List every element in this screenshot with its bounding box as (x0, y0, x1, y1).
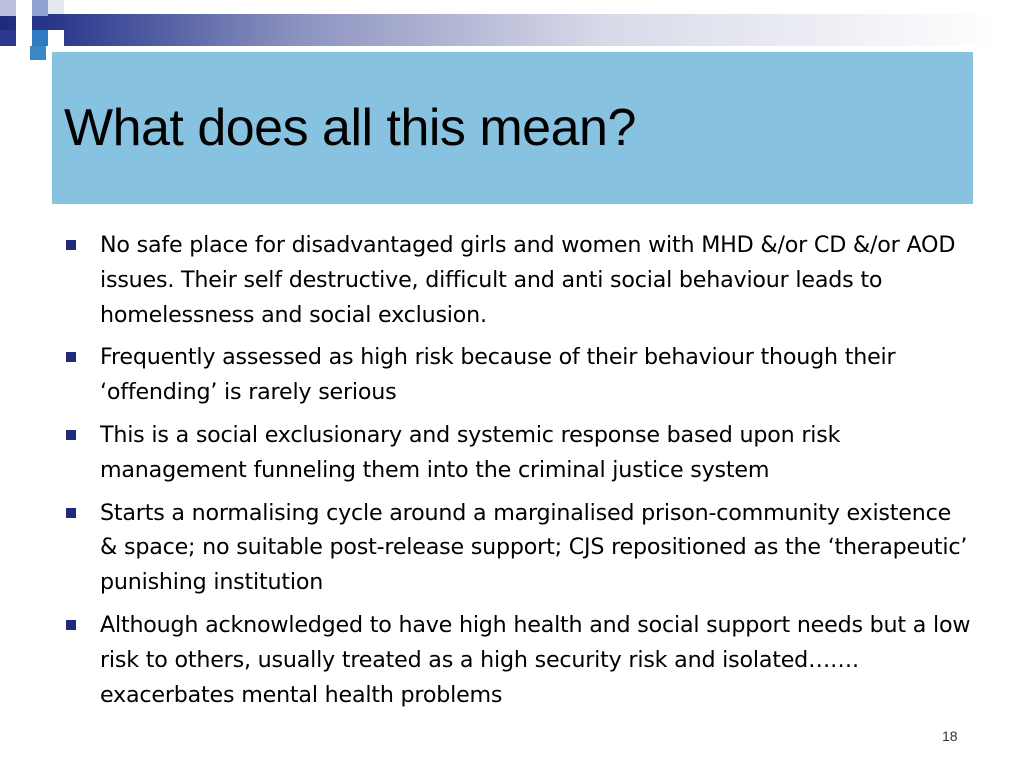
decorative-square (0, 30, 16, 46)
decorative-square (16, 30, 32, 46)
decorative-square (48, 30, 64, 46)
bullet-text: Frequently assessed as high risk because of their behaviour though their ‘offending’ is rarely serious (100, 344, 896, 406)
header-gradient-band (0, 14, 1024, 46)
slide-title: What does all this mean? (64, 99, 636, 157)
decorative-square (16, 14, 32, 30)
bullet-list (62, 228, 972, 720)
bullet-item (62, 608, 972, 712)
bullet-item (62, 228, 972, 332)
bullet-text: No safe place for disadvantaged girls and women with MHD &/or CD &/or AOD issues. Their self destructive, difficult and anti social behaviour leads to homelessness and social exclusion. (100, 232, 956, 328)
decorative-square (32, 30, 48, 46)
bullet-text: This is a social exclusionary and systemic response based upon risk management funneling them into the criminal justice system (100, 421, 841, 483)
bullet-item (62, 340, 972, 410)
decorative-square (30, 46, 46, 60)
decorative-square (32, 0, 48, 16)
square-bullet-icon (66, 430, 76, 440)
bullet-item (62, 496, 972, 600)
square-bullet-icon (66, 352, 76, 362)
bullet-item (62, 418, 972, 488)
square-bullet-icon (66, 240, 76, 250)
square-bullet-icon (66, 620, 76, 630)
page-number: 18 (942, 728, 958, 744)
bullet-text: Starts a normalising cycle around a marginalised prison-community existence & space; no suitable post-release support; CJS repositioned as the ‘therapeutic’ punishing institution (100, 499, 968, 596)
bullet-text: Although acknowledged to have high health and social support needs but a low risk to others, usually treated as a high security risk and isolated……. exacerbates mental health problems (100, 611, 971, 708)
decorative-square (0, 0, 16, 16)
decorative-square (48, 0, 64, 14)
title-banner (52, 52, 973, 204)
square-bullet-icon (66, 508, 76, 518)
